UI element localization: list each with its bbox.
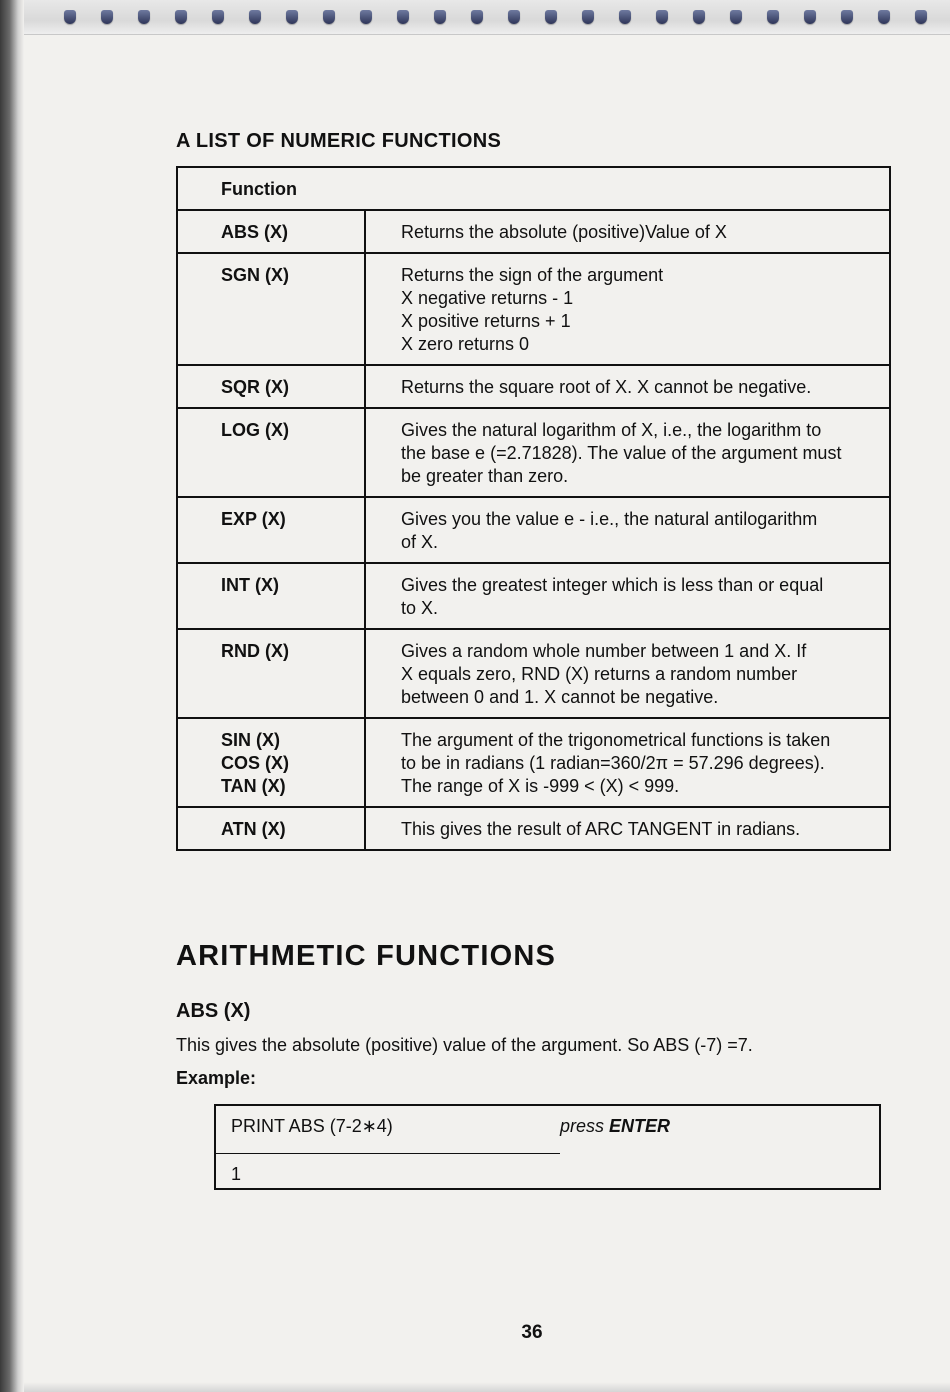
table-row: [177, 497, 890, 563]
example-press-instruction: [560, 1116, 670, 1137]
function-description-cell: [365, 253, 890, 365]
description-line: Gives the greatest integer which is less than or equal: [401, 575, 824, 595]
description-line: X equals zero, RND (X) returns a random number: [401, 664, 798, 684]
binding-ring: [360, 10, 372, 24]
binding-ring: [582, 10, 594, 24]
function-name-cell: [177, 563, 365, 629]
function-description-cell: [365, 497, 890, 563]
description-line: of X.: [401, 532, 439, 552]
example-box: [214, 1104, 881, 1190]
description-line: the base e (=2.71828). The value of the argument must: [401, 443, 842, 463]
table-row: [177, 408, 890, 497]
function-description-cell: [365, 718, 890, 807]
spiral-binding: [24, 0, 950, 35]
press-key: ENTER: [609, 1116, 671, 1136]
description-line: to X.: [401, 598, 439, 618]
binding-ring: [730, 10, 742, 24]
function-name: RND (X): [221, 641, 289, 661]
table-row: [177, 253, 890, 365]
binding-ring: [841, 10, 853, 24]
function-name: ABS (X): [221, 222, 288, 242]
table-row: [177, 629, 890, 718]
binding-ring: [878, 10, 890, 24]
page-number: 36: [521, 1322, 543, 1343]
function-description-cell: [365, 563, 890, 629]
page-bottom-edge: [24, 1382, 950, 1392]
function-description-cell: [365, 365, 890, 408]
function-name: LOG (X): [221, 420, 289, 440]
binding-ring: [323, 10, 335, 24]
binding-ring: [175, 10, 187, 24]
description-line: X negative returns - 1: [401, 288, 574, 308]
function-description-cell: [365, 210, 890, 253]
function-name: INT (X): [221, 575, 279, 595]
description-line: Returns the sign of the argument: [401, 265, 664, 285]
function-name-cell: [177, 497, 365, 563]
numeric-functions-table: [176, 166, 891, 851]
description-line: X zero returns 0: [401, 334, 530, 354]
function-name: EXP (X): [221, 509, 286, 529]
function-description-cell: [365, 807, 890, 850]
binding-ring: [434, 10, 446, 24]
function-name-cell: [177, 718, 365, 807]
abs-description: This gives the absolute (positive) value of the argument. So ABS (-7) =7.: [176, 1035, 753, 1055]
binding-ring: [64, 10, 76, 24]
binding-ring: [101, 10, 113, 24]
function-name-cell: [177, 408, 365, 497]
table-header-row: [177, 167, 890, 210]
binding-ring: [508, 10, 520, 24]
table-row: [177, 210, 890, 253]
description-line: This gives the result of ARC TANGENT in radians.: [401, 819, 801, 839]
example-divider: [216, 1153, 560, 1154]
binding-ring: [397, 10, 409, 24]
table-row: [177, 718, 890, 807]
function-name-cell: [177, 807, 365, 850]
example-label: Example:: [176, 1068, 257, 1088]
function-description-cell: [365, 408, 890, 497]
binding-ring: [249, 10, 261, 24]
function-name: SGN (X): [221, 265, 290, 285]
binding-ring: [804, 10, 816, 24]
binding-ring: [212, 10, 224, 24]
abs-subheading: ABS (X): [176, 1000, 251, 1022]
binding-ring: [693, 10, 705, 24]
description-line: Returns the absolute (positive)Value of X: [401, 222, 727, 242]
description-line: Gives the natural logarithm of X, i.e., the logarithm to: [401, 420, 822, 440]
description-line: Returns the square root of X. X cannot be negative.: [401, 377, 812, 397]
description-line: Gives a random whole number between 1 and X. If: [401, 641, 807, 661]
example-result: 1: [231, 1164, 242, 1184]
binding-ring: [619, 10, 631, 24]
table-row: [177, 563, 890, 629]
function-name-cell: [177, 210, 365, 253]
function-name: TAN (X): [221, 776, 286, 796]
section-title: A LIST OF NUMERIC FUNCTIONS: [176, 130, 502, 152]
example-code: PRINT ABS (7-2∗4): [231, 1116, 393, 1136]
binding-ring: [915, 10, 927, 24]
function-name: SQR (X): [221, 377, 290, 397]
binding-ring: [286, 10, 298, 24]
table-row: [177, 365, 890, 408]
function-name-cell: [177, 629, 365, 718]
description-line: X positive returns + 1: [401, 311, 571, 331]
description-line: be greater than zero.: [401, 466, 569, 486]
description-line: The argument of the trigonometrical functions is taken: [401, 730, 831, 750]
description-line: to be in radians (1 radian=360/2π = 57.296 degrees).: [401, 753, 825, 773]
arithmetic-functions-heading: ARITHMETIC FUNCTIONS: [176, 940, 557, 972]
function-description-cell: [365, 629, 890, 718]
function-name: SIN (X): [221, 730, 281, 750]
description-line: Gives you the value e - i.e., the natural antilogarithm: [401, 509, 818, 529]
function-name: ATN (X): [221, 819, 286, 839]
table-row: [177, 807, 890, 850]
binding-ring: [138, 10, 150, 24]
description-line: The range of X is -999 < (X) < 999.: [401, 776, 680, 796]
press-word: press: [560, 1116, 605, 1136]
binding-ring: [767, 10, 779, 24]
function-name-cell: [177, 253, 365, 365]
function-name-cell: [177, 365, 365, 408]
binding-ring: [545, 10, 557, 24]
binding-ring: [471, 10, 483, 24]
function-name: COS (X): [221, 753, 290, 773]
page-left-edge: [0, 0, 24, 1392]
binding-ring: [656, 10, 668, 24]
table-header-function: Function: [177, 167, 890, 210]
description-line: between 0 and 1. X cannot be negative.: [401, 687, 719, 707]
